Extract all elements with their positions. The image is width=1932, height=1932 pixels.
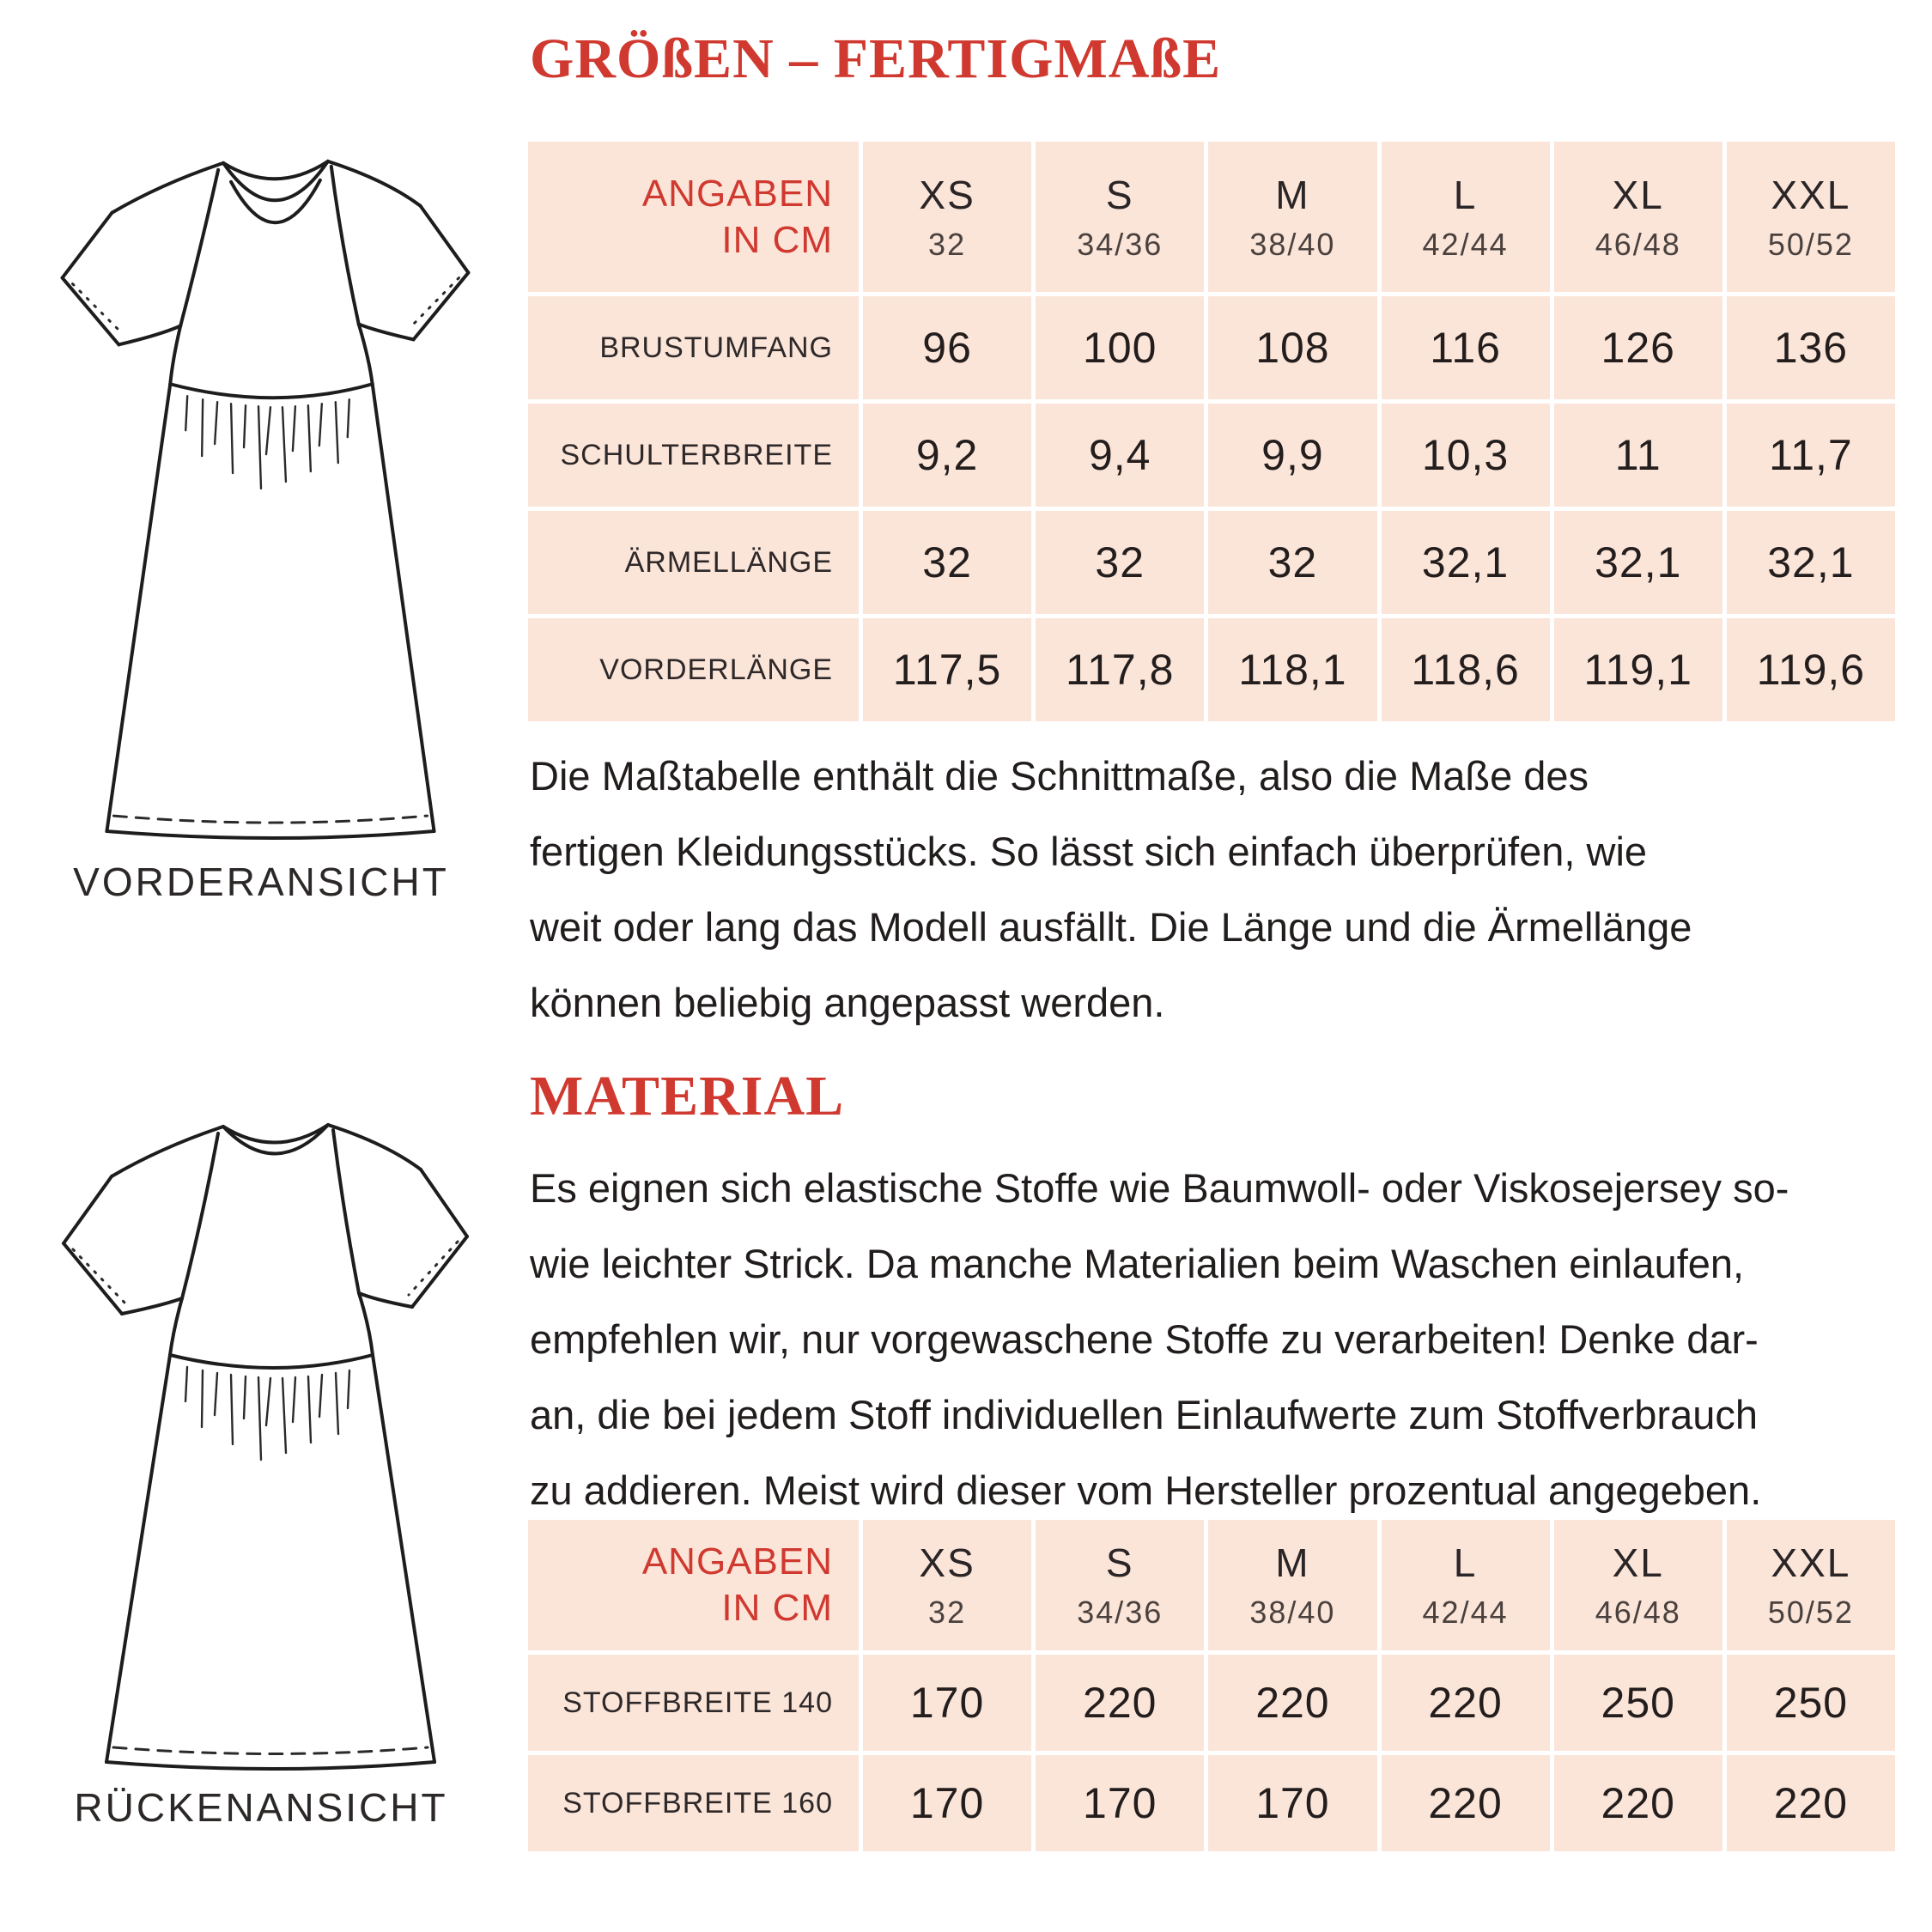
- size-column-header-xxl: XXL 50/52: [1727, 142, 1895, 292]
- size-column-header-xs: XS 32: [863, 1520, 1031, 1650]
- table-cell: 9,4: [1036, 404, 1204, 507]
- size-column-header-s: S 34/36: [1036, 142, 1204, 292]
- table-cell: 170: [863, 1655, 1031, 1751]
- table-cell: 96: [863, 296, 1031, 399]
- table-cell: 220: [1382, 1655, 1550, 1751]
- sizes-table: [528, 142, 1895, 721]
- table-cell: 32: [1036, 511, 1204, 614]
- size-column-header-xl: XL 46/48: [1554, 1520, 1722, 1650]
- table-cell: 170: [863, 1755, 1031, 1851]
- table-cell: 9,9: [1208, 404, 1376, 507]
- size-column-header-m: M 38/40: [1208, 142, 1376, 292]
- row-label-vorderlaenge: VORDERLÄNGE: [528, 618, 859, 721]
- table-cell: 32,1: [1554, 511, 1722, 614]
- size-column-header-xxl: XXL 50/52: [1727, 1520, 1895, 1650]
- size-column-header-m: M 38/40: [1208, 1520, 1376, 1650]
- table-cell: 118,6: [1382, 618, 1550, 721]
- size-column-header-xl: XL 46/48: [1554, 142, 1722, 292]
- table-cell: 220: [1382, 1755, 1550, 1851]
- paragraph-line: weit oder lang das Modell ausfällt. Die Länge und die Ärmellänge: [530, 904, 1692, 950]
- front-view-label: VORDERANSICHT: [73, 860, 449, 904]
- size-column-header-s: S 34/36: [1036, 1520, 1204, 1650]
- material-description-paragraph: [530, 1151, 1856, 1528]
- corner-line1: ANGABEN: [641, 1540, 833, 1583]
- sizes-description-paragraph: [530, 738, 1856, 1041]
- back-view-label: RÜCKENANSICHT: [74, 1785, 448, 1830]
- front-view-illustration: [33, 110, 489, 847]
- table-cell: 116: [1382, 296, 1550, 399]
- corner-line2: IN CM: [721, 1587, 833, 1629]
- dress-front-drawing: [33, 110, 489, 847]
- table-cell: 32: [863, 511, 1031, 614]
- table-cell: 32: [1208, 511, 1376, 614]
- size-column-header-xs: XS 32: [863, 142, 1031, 292]
- material-section-title: MATERIAL: [530, 1065, 845, 1127]
- table-cell: 220: [1036, 1655, 1204, 1751]
- table-cell: 250: [1727, 1655, 1895, 1751]
- table-corner-label: [528, 142, 859, 292]
- dress-back-drawing: [33, 1097, 489, 1777]
- table-cell: 11: [1554, 404, 1722, 507]
- table-cell: 220: [1554, 1755, 1722, 1851]
- table-cell: 117,5: [863, 618, 1031, 721]
- size-column-header-l: L 42/44: [1382, 142, 1550, 292]
- paragraph-line: Es eignen sich elastische Stoffe wie Baumwoll- oder Viskosejersey so-: [530, 1165, 1789, 1211]
- back-view-illustration: [33, 1097, 489, 1777]
- row-label-stoffbreite-140: STOFFBREITE 140: [528, 1655, 859, 1751]
- table-cell: 11,7: [1727, 404, 1895, 507]
- sizes-section-title: GRÖßEN – FERTIGMAßE: [530, 27, 1222, 90]
- table-cell: 170: [1208, 1755, 1376, 1851]
- table-cell: 9,2: [863, 404, 1031, 507]
- corner-line2: IN CM: [721, 218, 833, 261]
- table-cell: 118,1: [1208, 618, 1376, 721]
- table-cell: 10,3: [1382, 404, 1550, 507]
- table-cell: 117,8: [1036, 618, 1204, 721]
- row-label-stoffbreite-160: STOFFBREITE 160: [528, 1755, 859, 1851]
- table-cell: 250: [1554, 1655, 1722, 1751]
- paragraph-line: an, die bei jedem Stoff individuellen Einlaufwerte zum Stoffverbrauch: [530, 1392, 1758, 1437]
- paragraph-line: zu addieren. Meist wird dieser vom Hersteller prozentual angegeben.: [530, 1467, 1762, 1513]
- row-label-aermellaenge: ÄRMELLÄNGE: [528, 511, 859, 614]
- table-cell: 220: [1208, 1655, 1376, 1751]
- table-cell: 119,1: [1554, 618, 1722, 721]
- size-column-header-l: L 42/44: [1382, 1520, 1550, 1650]
- table-cell: 119,6: [1727, 618, 1895, 721]
- table-cell: 220: [1727, 1755, 1895, 1851]
- table-corner-label: [528, 1520, 859, 1650]
- corner-line1: ANGABEN: [641, 172, 833, 215]
- table-cell: 136: [1727, 296, 1895, 399]
- table-cell: 32,1: [1727, 511, 1895, 614]
- table-cell: 32,1: [1382, 511, 1550, 614]
- row-label-brustumfang: BRUSTUMFANG: [528, 296, 859, 399]
- paragraph-line: empfehlen wir, nur vorgewaschene Stoffe zu verarbeiten! Denke dar-: [530, 1316, 1759, 1362]
- paragraph-line: wie leichter Strick. Da manche Materialien beim Waschen einlaufen,: [530, 1241, 1745, 1286]
- paragraph-line: können beliebig angepasst werden.: [530, 980, 1165, 1025]
- table-cell: 126: [1554, 296, 1722, 399]
- table-cell: 170: [1036, 1755, 1204, 1851]
- table-cell: 100: [1036, 296, 1204, 399]
- row-label-schulterbreite: SCHULTERBREITE: [528, 404, 859, 507]
- table-cell: 108: [1208, 296, 1376, 399]
- fabric-requirements-table: [528, 1520, 1895, 1851]
- paragraph-line: Die Maßtabelle enthält die Schnittmaße, also die Maße des: [530, 753, 1589, 799]
- paragraph-line: fertigen Kleidungsstücks. So lässt sich einfach überprüfen, wie: [530, 829, 1648, 874]
